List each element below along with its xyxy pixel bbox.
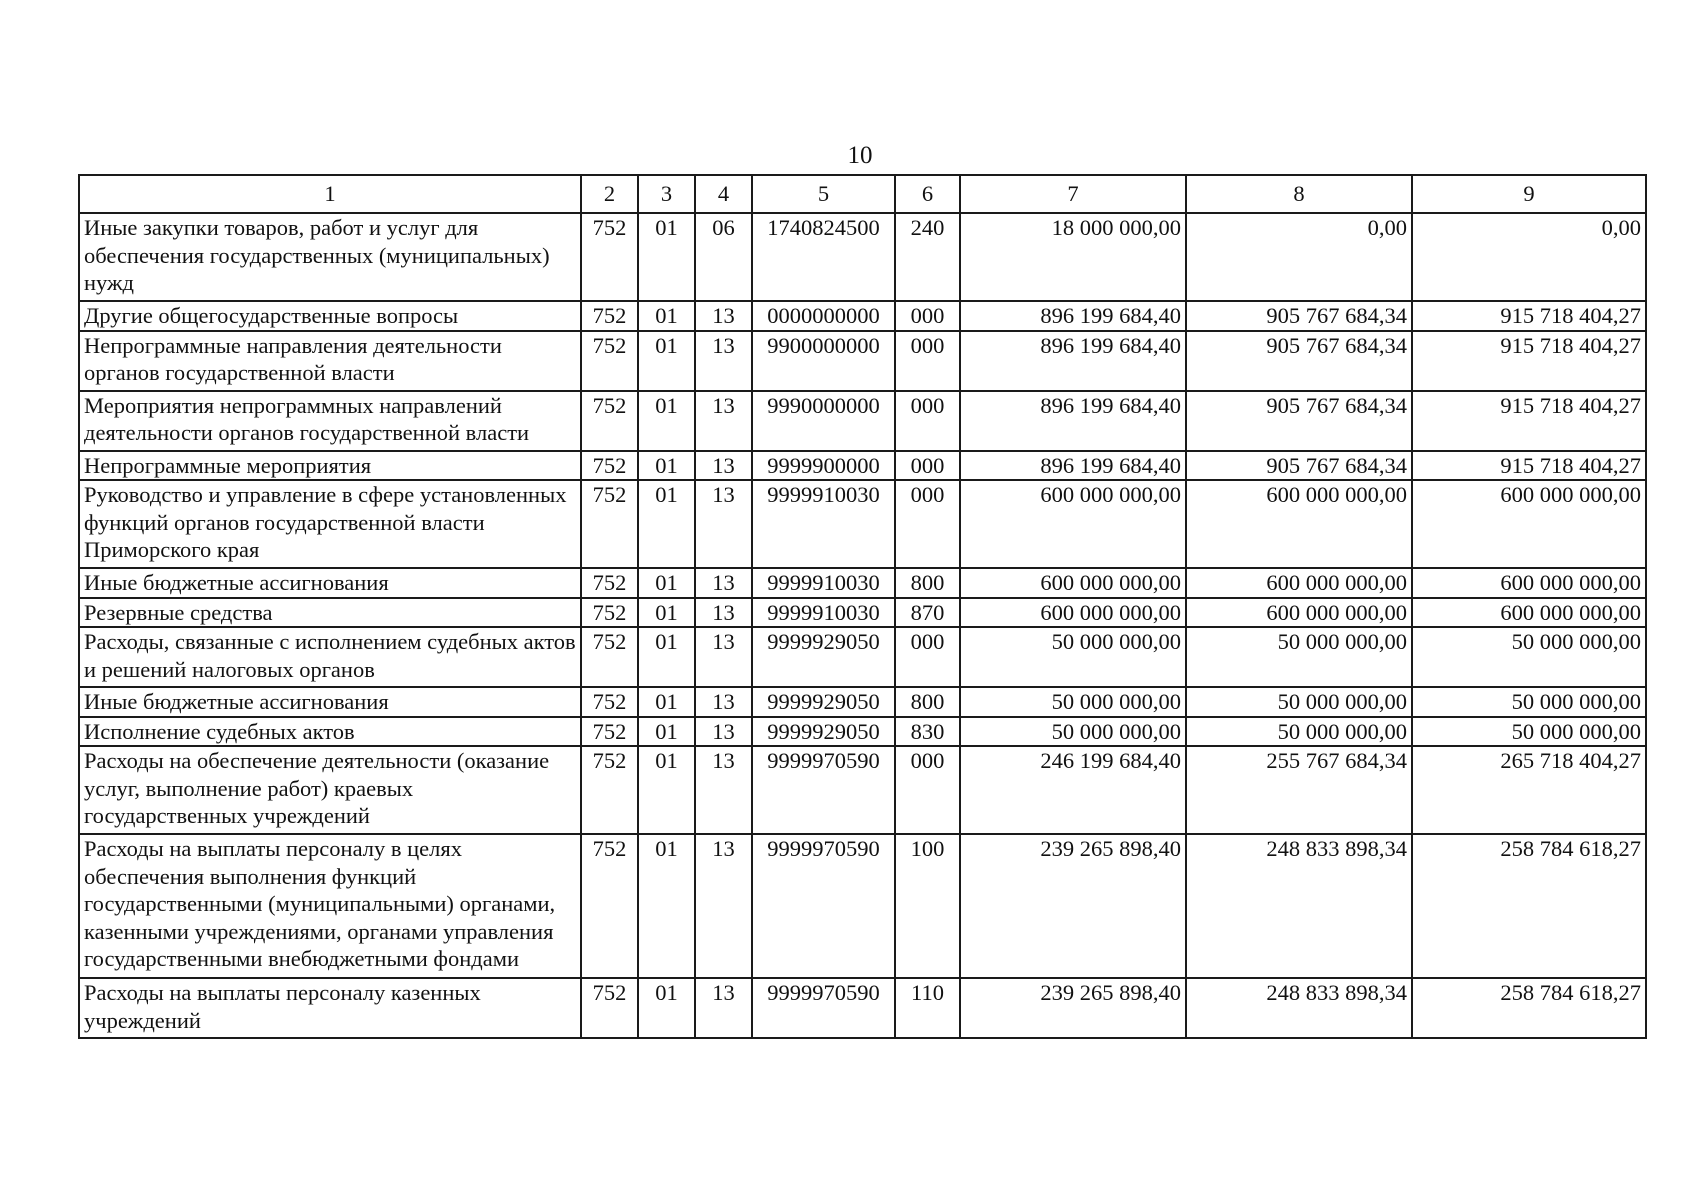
- row-amount-9: 258 784 618,27: [1412, 978, 1646, 1038]
- row-amount-7: 896 199 684,40: [960, 331, 1186, 391]
- row-col-3: 01: [638, 480, 695, 568]
- row-col-2: 752: [581, 978, 638, 1038]
- row-col-4: 13: [695, 627, 752, 687]
- row-name: Резервные средства: [79, 598, 581, 628]
- header-col-4: 4: [695, 175, 752, 213]
- row-name: Расходы на обеспечение деятельности (оказание услуг, выполнение работ) краевых государственных учреждений: [79, 746, 581, 834]
- row-amount-7: 239 265 898,40: [960, 834, 1186, 978]
- row-col-6: 000: [895, 451, 960, 481]
- row-amount-8: 600 000 000,00: [1186, 598, 1412, 628]
- row-col-4: 06: [695, 213, 752, 301]
- row-col-2: 752: [581, 687, 638, 717]
- row-col-4: 13: [695, 301, 752, 331]
- row-col-4: 13: [695, 717, 752, 747]
- row-name: Исполнение судебных актов: [79, 717, 581, 747]
- row-amount-9: 915 718 404,27: [1412, 331, 1646, 391]
- row-amount-9: 915 718 404,27: [1412, 451, 1646, 481]
- row-amount-8: 600 000 000,00: [1186, 568, 1412, 598]
- row-name: Непрограммные направления деятельности органов государственной власти: [79, 331, 581, 391]
- row-amount-9: 600 000 000,00: [1412, 480, 1646, 568]
- table-row: [79, 834, 1646, 978]
- row-col-6: 000: [895, 331, 960, 391]
- row-amount-9: 0,00: [1412, 213, 1646, 301]
- row-col-3: 01: [638, 213, 695, 301]
- row-amount-7: 246 199 684,40: [960, 746, 1186, 834]
- header-col-6: 6: [895, 175, 960, 213]
- row-col-6: 800: [895, 687, 960, 717]
- table-row: [79, 331, 1646, 391]
- row-amount-7: 18 000 000,00: [960, 213, 1186, 301]
- row-amount-9: 265 718 404,27: [1412, 746, 1646, 834]
- row-col-3: 01: [638, 627, 695, 687]
- row-name: Непрограммные мероприятия: [79, 451, 581, 481]
- row-name: Иные закупки товаров, работ и услуг для обеспечения государственных (муниципальных) нужд: [79, 213, 581, 301]
- table-row: [79, 978, 1646, 1038]
- row-amount-8: 905 767 684,34: [1186, 451, 1412, 481]
- row-name: Расходы, связанные с исполнением судебных актов и решений налоговых органов: [79, 627, 581, 687]
- row-col-3: 01: [638, 717, 695, 747]
- row-col-6: 000: [895, 480, 960, 568]
- row-name: Иные бюджетные ассигнования: [79, 687, 581, 717]
- row-col-6: 870: [895, 598, 960, 628]
- row-amount-8: 50 000 000,00: [1186, 687, 1412, 717]
- row-col-2: 752: [581, 568, 638, 598]
- table-row: [79, 391, 1646, 451]
- row-col-5: 9999900000: [752, 451, 895, 481]
- row-name: Расходы на выплаты персоналу казенных учреждений: [79, 978, 581, 1038]
- row-col-5: 9999970590: [752, 978, 895, 1038]
- row-col-4: 13: [695, 687, 752, 717]
- row-col-2: 752: [581, 331, 638, 391]
- row-col-3: 01: [638, 746, 695, 834]
- table-row: [79, 480, 1646, 568]
- row-col-2: 752: [581, 391, 638, 451]
- row-amount-7: 896 199 684,40: [960, 391, 1186, 451]
- row-amount-7: 600 000 000,00: [960, 480, 1186, 568]
- budget-table: [78, 174, 1647, 1039]
- header-col-8: 8: [1186, 175, 1412, 213]
- row-amount-8: 905 767 684,34: [1186, 391, 1412, 451]
- row-col-2: 752: [581, 746, 638, 834]
- row-col-5: 9999929050: [752, 627, 895, 687]
- row-amount-9: 600 000 000,00: [1412, 568, 1646, 598]
- row-amount-9: 915 718 404,27: [1412, 301, 1646, 331]
- row-col-6: 110: [895, 978, 960, 1038]
- row-col-6: 000: [895, 391, 960, 451]
- row-col-4: 13: [695, 978, 752, 1038]
- row-amount-9: 258 784 618,27: [1412, 834, 1646, 978]
- row-col-5: 1740824500: [752, 213, 895, 301]
- header-col-9: 9: [1412, 175, 1646, 213]
- row-amount-8: 600 000 000,00: [1186, 480, 1412, 568]
- row-amount-7: 896 199 684,40: [960, 451, 1186, 481]
- row-col-4: 13: [695, 598, 752, 628]
- row-amount-8: 905 767 684,34: [1186, 301, 1412, 331]
- row-col-5: 0000000000: [752, 301, 895, 331]
- row-col-4: 13: [695, 834, 752, 978]
- row-col-5: 9999970590: [752, 834, 895, 978]
- row-col-4: 13: [695, 480, 752, 568]
- row-name: Руководство и управление в сфере установленных функций органов государственной власти Приморского края: [79, 480, 581, 568]
- row-col-5: 9990000000: [752, 391, 895, 451]
- row-col-5: 9999910030: [752, 598, 895, 628]
- row-amount-8: 905 767 684,34: [1186, 331, 1412, 391]
- row-name: Иные бюджетные ассигнования: [79, 568, 581, 598]
- row-amount-8: 50 000 000,00: [1186, 627, 1412, 687]
- row-col-2: 752: [581, 598, 638, 628]
- row-amount-9: 50 000 000,00: [1412, 687, 1646, 717]
- row-amount-8: 248 833 898,34: [1186, 978, 1412, 1038]
- row-col-4: 13: [695, 746, 752, 834]
- row-col-6: 000: [895, 627, 960, 687]
- row-col-5: 9999910030: [752, 568, 895, 598]
- row-amount-9: 600 000 000,00: [1412, 598, 1646, 628]
- row-col-4: 13: [695, 568, 752, 598]
- row-name: Расходы на выплаты персоналу в целях обеспечения выполнения функций государственными (муниципальными) органами, казенными учреждениями, органами управления государственными внебюджетными фондами: [79, 834, 581, 978]
- table-row: [79, 451, 1646, 481]
- row-amount-8: 255 767 684,34: [1186, 746, 1412, 834]
- row-col-2: 752: [581, 717, 638, 747]
- row-col-3: 01: [638, 834, 695, 978]
- row-col-2: 752: [581, 480, 638, 568]
- row-col-3: 01: [638, 568, 695, 598]
- row-col-6: 000: [895, 301, 960, 331]
- row-col-4: 13: [695, 331, 752, 391]
- row-amount-7: 239 265 898,40: [960, 978, 1186, 1038]
- row-col-5: 9900000000: [752, 331, 895, 391]
- table-row: [79, 301, 1646, 331]
- row-amount-7: 50 000 000,00: [960, 687, 1186, 717]
- row-col-2: 752: [581, 301, 638, 331]
- page-number: 10: [847, 142, 873, 169]
- table-row: [79, 568, 1646, 598]
- header-col-5: 5: [752, 175, 895, 213]
- row-amount-9: 915 718 404,27: [1412, 391, 1646, 451]
- row-col-3: 01: [638, 391, 695, 451]
- row-col-2: 752: [581, 627, 638, 687]
- row-col-3: 01: [638, 451, 695, 481]
- row-col-2: 752: [581, 834, 638, 978]
- row-amount-7: 600 000 000,00: [960, 598, 1186, 628]
- table-row: [79, 746, 1646, 834]
- row-amount-9: 50 000 000,00: [1412, 717, 1646, 747]
- row-amount-8: 0,00: [1186, 213, 1412, 301]
- row-col-6: 000: [895, 746, 960, 834]
- table-row: [79, 213, 1646, 301]
- row-amount-7: 50 000 000,00: [960, 717, 1186, 747]
- header-col-3: 3: [638, 175, 695, 213]
- row-col-3: 01: [638, 978, 695, 1038]
- table-row: [79, 598, 1646, 628]
- row-col-5: 9999929050: [752, 687, 895, 717]
- row-col-2: 752: [581, 451, 638, 481]
- table-row: [79, 687, 1646, 717]
- row-col-3: 01: [638, 687, 695, 717]
- row-col-2: 752: [581, 213, 638, 301]
- row-amount-7: 896 199 684,40: [960, 301, 1186, 331]
- row-col-6: 100: [895, 834, 960, 978]
- table-row: [79, 717, 1646, 747]
- row-col-3: 01: [638, 331, 695, 391]
- row-col-3: 01: [638, 598, 695, 628]
- row-col-4: 13: [695, 451, 752, 481]
- row-amount-8: 248 833 898,34: [1186, 834, 1412, 978]
- row-col-6: 830: [895, 717, 960, 747]
- row-col-4: 13: [695, 391, 752, 451]
- header-col-7: 7: [960, 175, 1186, 213]
- row-amount-9: 50 000 000,00: [1412, 627, 1646, 687]
- row-amount-7: 50 000 000,00: [960, 627, 1186, 687]
- row-col-5: 9999970590: [752, 746, 895, 834]
- row-col-6: 800: [895, 568, 960, 598]
- row-name: Мероприятия непрограммных направлений деятельности органов государственной власти: [79, 391, 581, 451]
- header-col-1: 1: [79, 175, 581, 213]
- row-amount-8: 50 000 000,00: [1186, 717, 1412, 747]
- row-col-6: 240: [895, 213, 960, 301]
- row-col-5: 9999929050: [752, 717, 895, 747]
- row-amount-7: 600 000 000,00: [960, 568, 1186, 598]
- table-row: [79, 627, 1646, 687]
- row-col-5: 9999910030: [752, 480, 895, 568]
- header-row: [79, 175, 1646, 213]
- row-name: Другие общегосударственные вопросы: [79, 301, 581, 331]
- header-col-2: 2: [581, 175, 638, 213]
- row-col-3: 01: [638, 301, 695, 331]
